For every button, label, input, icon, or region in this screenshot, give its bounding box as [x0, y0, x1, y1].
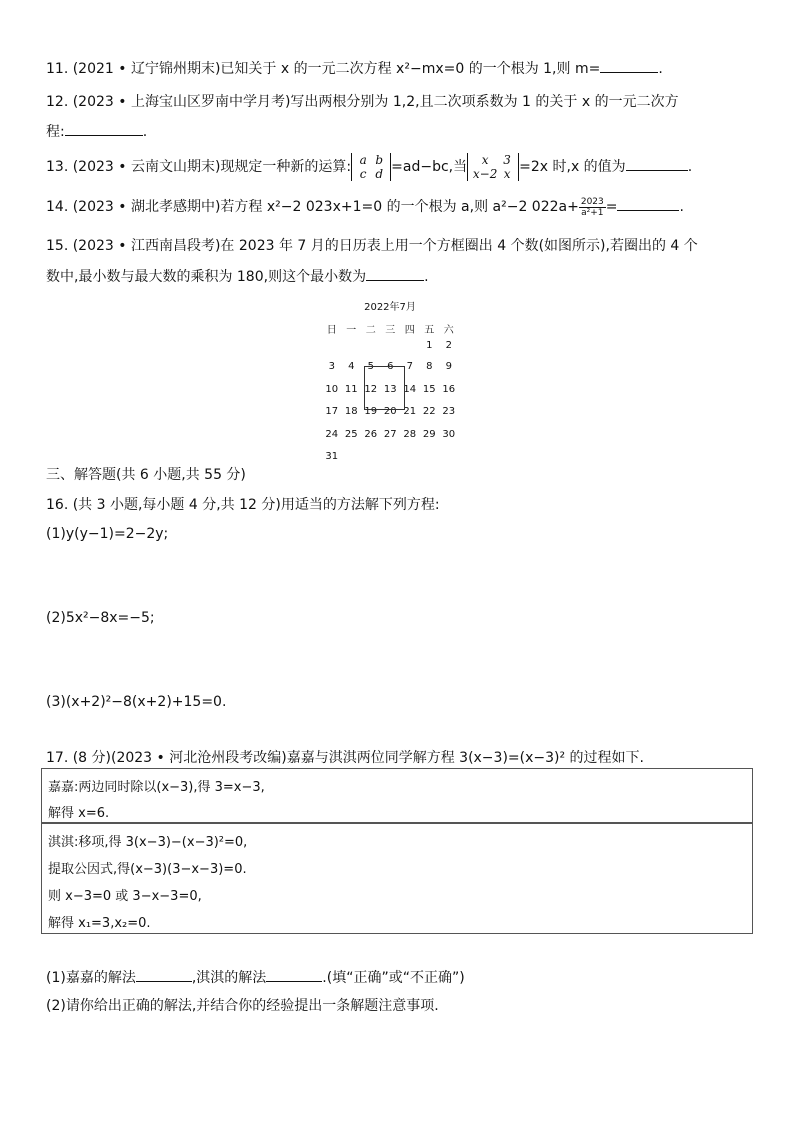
qiqi-step1: 淇淇:移项,得 3(x−3)−(x−3)²=0, [48, 835, 248, 850]
answer-blank [617, 196, 679, 211]
calendar-week-row [322, 340, 459, 356]
day-cell: 19 [364, 406, 378, 418]
det-d: d [375, 167, 383, 181]
q12-text: 程: [46, 124, 65, 140]
day-cell: 29 [422, 428, 436, 440]
answer-blank [626, 156, 688, 171]
day-cell [381, 340, 401, 356]
q15-text: 数中,最小数与最大数的乘积为 180,则这个最小数为 [46, 269, 367, 285]
day-cell: 20 [383, 406, 397, 418]
day-cell: 12 [364, 383, 378, 395]
question-11 [46, 58, 663, 79]
calendar-week-row [322, 423, 459, 446]
calendar-weekday-row [322, 317, 459, 340]
det-b: b [375, 153, 383, 167]
det-x-minus-2: x−2 [472, 167, 498, 181]
day-cell: 17 [325, 406, 339, 418]
question-16-part1: (1)y(y−1)=2−2y; [46, 526, 169, 542]
question-12-line1: 12. (2023 • 上海宝山区罗南中学月考)写出两根分别为 1,2,且二次项系数为 1 的关于 x 的一元二次方 [46, 94, 679, 110]
qiqi-solution-box [41, 822, 753, 934]
day-cell: 22 [422, 406, 436, 418]
calendar-title: 2022年7月 [364, 302, 416, 313]
answer-blank [136, 967, 192, 982]
fraction-denominator: a²+1 [581, 207, 604, 218]
determinant-equation [467, 153, 519, 181]
day-cell: 11 [344, 383, 358, 395]
day-cell: 3 [328, 361, 335, 373]
day-cell: 14 [403, 383, 417, 395]
question-17-head: 17. (8 分)(2023 • 河北沧州段考改编)嘉嘉与淇淇两位同学解方程 3(x−3)=(x−3)² 的过程如下. [46, 750, 644, 766]
weekday: 五 [424, 324, 435, 336]
calendar-week-row [322, 446, 459, 469]
day-cell: 10 [325, 383, 339, 395]
day-cell: 16 [442, 383, 456, 395]
q13-mid: =ad−bc,当 [391, 159, 468, 175]
q13-post: =2x 时,x 的值为 [519, 159, 626, 175]
q17-p1-text: (1)嘉嘉的解法 [46, 970, 136, 986]
question-13 [46, 153, 692, 181]
question-15-line1: 15. (2023 • 江西南昌段考)在 2023 年 7 月的日历表上用一个方框圈出 4 个数(如图所示),若圈出的 4 个 [46, 238, 698, 254]
calendar-selection-box [364, 366, 405, 410]
day-cell: 8 [426, 361, 433, 373]
day-cell: 24 [325, 428, 339, 440]
jiajia-solution-box [41, 768, 753, 824]
q14-end: . [679, 199, 684, 215]
day-cell: 26 [364, 428, 378, 440]
day-cell: 23 [442, 406, 456, 418]
day-cell: 31 [325, 451, 339, 463]
answer-blank [266, 967, 322, 982]
day-cell: 2 [445, 339, 452, 351]
q15-end: . [424, 269, 429, 285]
qiqi-step3: 则 x−3=0 或 3−x−3=0, [48, 889, 202, 904]
day-cell: 7 [406, 361, 413, 373]
day-cell [420, 446, 440, 469]
qiqi-step4: 解得 x₁=3,x₂=0. [48, 916, 151, 931]
day-cell: 4 [348, 361, 355, 373]
determinant-definition [351, 153, 391, 181]
day-cell [381, 446, 401, 469]
qiqi-step2: 提取公因式,得(x−3)(3−x−3)=0. [48, 862, 247, 877]
day-cell: 6 [387, 361, 394, 373]
day-cell: 25 [344, 428, 358, 440]
question-16-part2: (2)5x²−8x=−5; [46, 610, 155, 626]
det-3: 3 [503, 153, 511, 167]
q11-text: 11. (2021 • 辽宁锦州期末)已知关于 x 的一元二次方程 x²−mx=0 的一个根为 1,则 m= [46, 61, 601, 77]
answer-blank [65, 121, 143, 136]
question-16-head: 16. (共 3 小题,每小题 4 分,共 12 分)用适当的方法解下列方程: [46, 497, 440, 513]
day-cell: 9 [445, 361, 452, 373]
day-cell [400, 446, 420, 469]
day-cell [342, 340, 362, 356]
day-cell: 28 [403, 428, 417, 440]
weekday: 四 [404, 324, 415, 336]
day-cell [439, 446, 459, 469]
day-cell: 18 [344, 406, 358, 418]
day-cell: 30 [442, 428, 456, 440]
day-cell [361, 340, 381, 356]
day-cell: 1 [426, 339, 433, 351]
question-12-line2 [46, 121, 147, 142]
day-cell: 13 [383, 383, 397, 395]
day-cell: 27 [383, 428, 397, 440]
day-cell: 21 [403, 406, 417, 418]
fraction [579, 197, 606, 218]
weekday: 三 [385, 324, 396, 336]
question-16-part3: (3)(x+2)²−8(x+2)+15=0. [46, 694, 227, 710]
q17-p1-post: .(填“正确”或“不正确”) [322, 970, 465, 986]
fraction-numerator: 2023 [580, 196, 604, 207]
q14-post: = [605, 199, 618, 215]
day-cell [322, 340, 342, 356]
weekday: 二 [365, 324, 376, 336]
jiajia-step1: 嘉嘉:两边同时除以(x−3),得 3=x−3, [48, 780, 265, 795]
day-cell [400, 340, 420, 356]
q13-text: 13. (2023 • 云南文山期末)现规定一种新的运算: [46, 159, 352, 175]
section-heading: 三、解答题(共 6 小题,共 55 分) [46, 467, 246, 483]
question-14 [46, 196, 684, 218]
jiajia-step2: 解得 x=6. [48, 806, 110, 821]
question-15-line2 [46, 266, 429, 287]
day-cell: 5 [367, 361, 374, 373]
q14-text: 14. (2023 • 湖北孝感期中)若方程 x²−2 023x+1=0 的一个根为 a,则 a²−2 022a+ [46, 199, 579, 215]
det-a: a [359, 153, 367, 167]
weekday: 一 [346, 324, 357, 336]
day-cell [361, 446, 381, 469]
day-cell [342, 446, 362, 469]
det-x: x [481, 153, 489, 167]
question-17-part1 [46, 967, 465, 988]
question-17-part2: (2)请你给出正确的解法,并结合你的经验提出一条解题注意事项. [46, 998, 439, 1014]
answer-blank [366, 266, 424, 281]
weekday: 六 [443, 324, 454, 336]
q13-end: . [687, 159, 693, 175]
weekday: 日 [326, 324, 337, 336]
det-c: c [359, 167, 367, 181]
day-cell: 15 [422, 383, 436, 395]
answer-blank [600, 58, 658, 73]
q17-p1-mid: ,淇淇的解法 [191, 970, 267, 986]
det-x2: x [503, 167, 511, 181]
q12-end: . [142, 124, 148, 140]
q11-end: . [658, 61, 663, 77]
